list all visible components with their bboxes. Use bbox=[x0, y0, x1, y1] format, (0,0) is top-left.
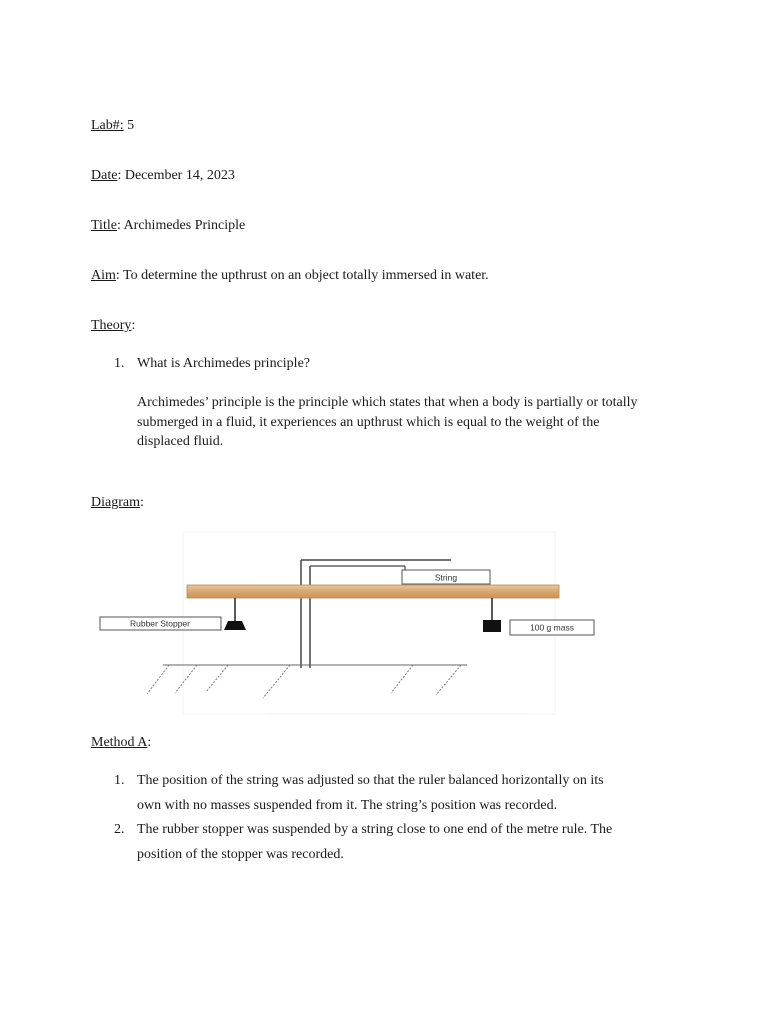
diagram-heading bbox=[91, 495, 144, 511]
method-a-label: Method A bbox=[91, 735, 148, 750]
theory-answer-line: Archimedes’ principle is the principle which states that when a body is partially or totally bbox=[137, 395, 638, 410]
string-label: String bbox=[434, 572, 458, 583]
method-a-item bbox=[137, 817, 612, 867]
theory-item-number: 1. bbox=[114, 356, 125, 371]
rubber-stopper-label: Rubber Stopper bbox=[129, 618, 191, 629]
date-value: : December 14, 2023 bbox=[117, 168, 235, 183]
lab-number-label: Lab#: bbox=[91, 118, 124, 133]
aim-label: Aim bbox=[91, 268, 116, 283]
lab-number-value: 5 bbox=[123, 118, 135, 133]
metre-rule bbox=[187, 585, 559, 598]
mass-label: 100 g mass bbox=[530, 622, 574, 633]
method-a-heading bbox=[91, 735, 151, 751]
method-a-item-number: 1. bbox=[114, 773, 125, 788]
method-a-item-line: The position of the string was adjusted so that the ruler balanced horizontally on its bbox=[137, 773, 604, 788]
theory-question: What is Archimedes principle? bbox=[137, 356, 310, 371]
title-line bbox=[91, 218, 245, 234]
date-line bbox=[91, 168, 235, 184]
theory-colon: : bbox=[131, 318, 136, 333]
title-label: Title bbox=[91, 218, 117, 233]
theory-answer-line: submerged in a fluid, it experiences an upthrust which is equal to the weight of the bbox=[137, 414, 600, 430]
date-label: Date bbox=[91, 168, 118, 183]
method-a-item-number: 2. bbox=[114, 822, 125, 837]
aim-line bbox=[91, 268, 489, 284]
diagram-label: Diagram bbox=[91, 495, 140, 510]
lab-number-line bbox=[91, 118, 134, 134]
diagram-colon: : bbox=[139, 495, 144, 510]
lever-diagram bbox=[95, 528, 600, 718]
method-a-item-line: The rubber stopper was suspended by a string close to one end of the metre rule. The bbox=[137, 822, 613, 837]
mass-block bbox=[483, 620, 501, 632]
method-a-item-line: position of the stopper was recorded. bbox=[137, 847, 344, 862]
theory-heading bbox=[91, 318, 135, 334]
method-a-item-line: own with no masses suspended from it. The string’s position was recorded. bbox=[137, 798, 558, 813]
theory-answer bbox=[137, 393, 697, 452]
method-a-colon: : bbox=[147, 735, 152, 750]
title-value: : Archimedes Principle bbox=[116, 218, 246, 233]
method-a-item bbox=[137, 768, 604, 818]
theory-answer-line: displaced fluid. bbox=[137, 434, 224, 449]
aim-value: : To determine the upthrust on an object totally immersed in water. bbox=[115, 268, 489, 283]
theory-label: Theory bbox=[91, 318, 132, 333]
